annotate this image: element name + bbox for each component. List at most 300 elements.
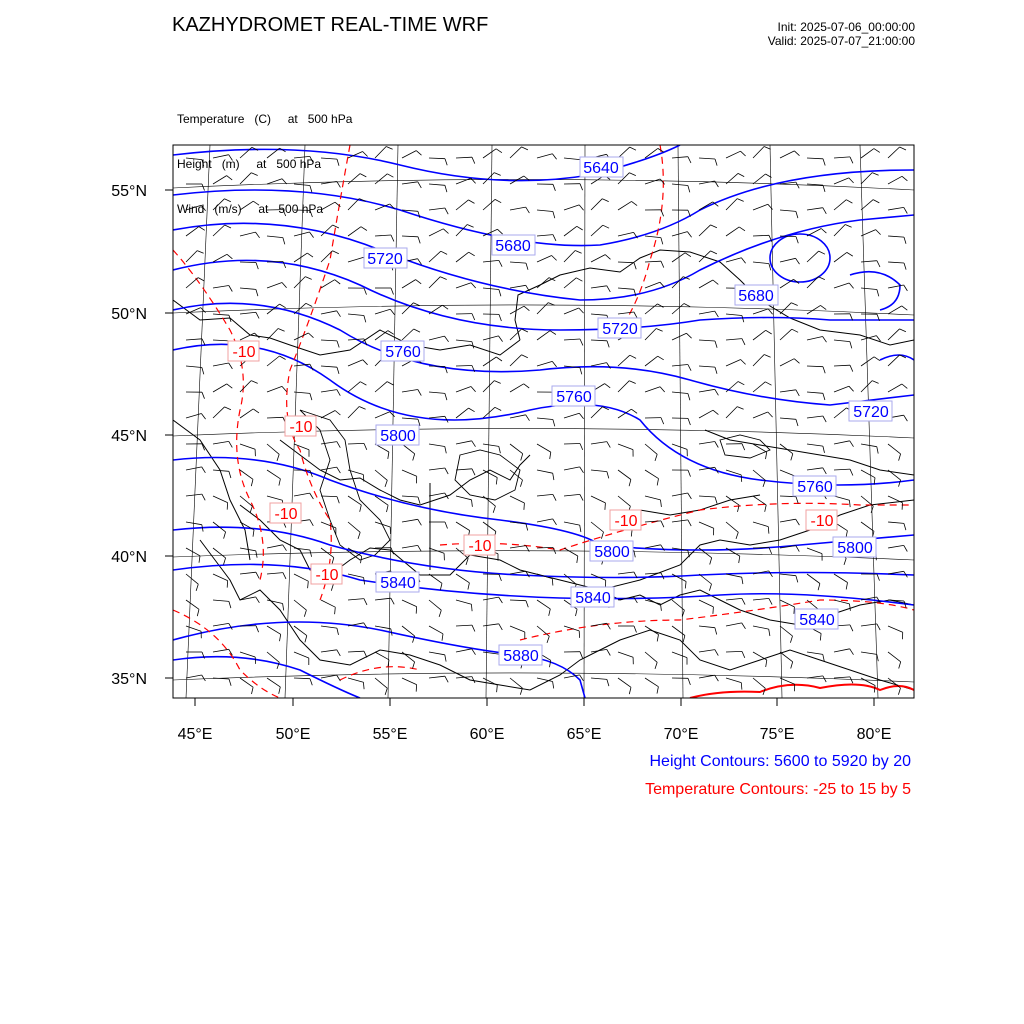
wind-barb-feather (229, 679, 231, 686)
wind-barb (834, 386, 849, 392)
wind-barb (186, 574, 198, 584)
wind-barb (537, 235, 553, 236)
wind-barb-feather (713, 607, 714, 614)
wind-barb-feather (553, 519, 557, 525)
wind-barb (240, 262, 256, 263)
wind-barb-feather (742, 598, 745, 604)
wind-barb-feather (385, 480, 387, 487)
wind-barb (645, 356, 658, 366)
wind-barb (888, 444, 901, 454)
wind-barb-feather (655, 454, 657, 461)
wind-barb-feather (902, 384, 907, 388)
wind-barb-feather (360, 382, 366, 385)
wind-barb (888, 626, 903, 632)
wind-barb-feather (629, 480, 631, 487)
wind-barb-feather (794, 151, 799, 156)
wind-barb-feather (607, 442, 611, 448)
wind-barb (186, 251, 197, 262)
wind-barb-feather (607, 649, 611, 655)
wind-barb-feather (553, 494, 556, 500)
wind-barb-feather (874, 686, 875, 693)
wind-barb (267, 236, 283, 238)
wind-barb-feather (796, 237, 798, 244)
wind-barb-feather (197, 609, 199, 616)
wind-barb (321, 467, 337, 470)
wind-barb-feather (418, 237, 420, 244)
wind-barb (861, 357, 874, 366)
wind-barb (537, 210, 553, 212)
wind-barb-feather (661, 261, 664, 267)
wind-barb-feather (363, 152, 368, 157)
wind-barb-feather (741, 475, 742, 482)
wind-barb (213, 548, 226, 558)
wind-barb-feather (688, 418, 690, 425)
wind-barb-feather (364, 288, 367, 295)
water-bodies (300, 410, 770, 560)
wind-barb (861, 200, 873, 210)
wind-barb (726, 258, 741, 262)
wind-barb (699, 389, 715, 392)
wind-barb (348, 443, 364, 444)
wind-barb-feather (225, 407, 231, 410)
wind-barb (807, 366, 823, 367)
wind-barb (753, 262, 769, 264)
wind-barb-feather (823, 185, 825, 192)
temp-contour-label: -10 (614, 513, 638, 530)
wind-barb-feather (796, 576, 798, 583)
wind-barb-feather (710, 558, 712, 565)
wind-barb (645, 496, 661, 500)
wind-barb (537, 626, 549, 636)
wind-barb-feather (472, 441, 476, 447)
wind-barb-feather (850, 157, 853, 163)
wind-barb (753, 147, 764, 159)
wind-barb (213, 286, 229, 289)
wind-barb (294, 333, 308, 340)
wind-barb (483, 678, 497, 685)
wind-barb-feather (823, 654, 825, 661)
wind-barb (402, 470, 417, 476)
height-contour-label: 5880 (503, 648, 539, 665)
wind-barb (510, 285, 526, 288)
wind-barb (861, 444, 877, 447)
wind-barb-feather (844, 558, 846, 565)
wind-barb (321, 626, 337, 628)
wind-barb (348, 314, 364, 316)
wind-barb-feather (337, 628, 339, 635)
wind-barb-feather (630, 355, 636, 358)
wind-barb-feather (796, 519, 800, 525)
wind-barb-feather (418, 545, 422, 551)
wind-barb-feather (283, 573, 286, 579)
wind-barb (483, 288, 499, 290)
wind-barb (780, 258, 796, 262)
wind-barb-feather (469, 408, 475, 412)
wind-barb-feather (715, 675, 719, 681)
wind-barb-feather (877, 261, 880, 267)
height-contour-label: 5840 (575, 590, 611, 607)
wind-barb-feather (360, 505, 362, 512)
wind-barb-feather (847, 252, 853, 256)
wind-barb (456, 366, 472, 367)
wind-barb-feather (364, 578, 365, 585)
wind-barb-feather (877, 574, 880, 581)
wind-barb-feather (310, 493, 314, 499)
wind-barb-feather (445, 393, 447, 400)
wind-barb (699, 251, 711, 262)
wind-barb (564, 548, 578, 556)
wind-barb-feather (769, 629, 770, 636)
wind-barb-feather (688, 394, 690, 401)
wind-barb-feather (715, 341, 717, 348)
wind-barb (672, 333, 687, 340)
wind-barb-feather (850, 441, 854, 447)
lat-label: 35°N (111, 671, 147, 688)
wind-barb (591, 255, 605, 262)
wind-barb (699, 675, 715, 678)
lat-label: 50°N (111, 306, 147, 323)
wind-barb (348, 199, 359, 210)
wind-barb-feather (688, 493, 692, 499)
wind-barb (834, 178, 849, 184)
wind-barb-feather (224, 199, 230, 202)
wind-barb (510, 355, 522, 366)
wind-barb-feather (496, 478, 497, 485)
wind-barb (645, 387, 660, 392)
wind-barb-feather (256, 572, 259, 578)
wind-barb (699, 202, 713, 210)
wind-barb (834, 574, 848, 583)
wind-barb (861, 652, 877, 654)
wind-barb-feather (657, 479, 658, 486)
wind-barb (834, 340, 850, 342)
wind-barb (186, 366, 202, 368)
wind-barb-feather (904, 545, 908, 551)
wind-barb-feather (413, 662, 415, 669)
wind-barb (510, 384, 524, 392)
wind-barb-feather (524, 503, 525, 510)
wind-barb-feather (442, 305, 448, 309)
wind-barb (186, 278, 198, 288)
wind-barb (645, 521, 661, 522)
wind-barb (429, 251, 441, 262)
wind-barb-feather (256, 312, 259, 318)
wind-barb (429, 305, 442, 314)
wind-barb-feather (496, 357, 502, 361)
wind-barb-feather (687, 333, 692, 338)
wind-barb-feather (256, 263, 258, 270)
wind-barb-feather (742, 316, 744, 323)
wind-barb (240, 652, 255, 657)
wind-barb (645, 626, 659, 635)
wind-barb (888, 176, 902, 184)
wind-barb (861, 381, 872, 392)
wind-barb-feather (739, 556, 740, 563)
wind-barb (510, 147, 522, 158)
wind-barb-feather (253, 409, 259, 413)
wind-barb (564, 494, 580, 496)
wind-barb-feather (229, 441, 233, 447)
wind-barb-feather (791, 454, 793, 461)
wind-barb-feather (580, 368, 582, 375)
wind-barb (510, 444, 523, 454)
wind-barb-feather (849, 178, 854, 183)
wind-barb (267, 545, 283, 548)
wind-barb-feather (823, 446, 825, 453)
wind-barb-feather (683, 636, 685, 643)
wind-barb-feather (201, 205, 205, 211)
wind-barb (618, 288, 634, 289)
wind-barb-feather (741, 360, 746, 365)
wind-barb-feather (418, 497, 420, 504)
wind-barb (483, 624, 499, 626)
wind-barb-feather (605, 503, 606, 510)
wind-barb (888, 329, 900, 340)
wind-barb-feather (337, 367, 339, 374)
wind-barb-feather (521, 454, 523, 461)
valid-time: Valid: 2025-07-07_21:00:00 (767, 34, 915, 48)
height-contour-label: 5800 (380, 428, 416, 445)
wind-barb (591, 678, 607, 679)
wind-barb-feather (904, 263, 906, 270)
wind-barb (321, 340, 337, 341)
wind-barb (753, 204, 768, 210)
wind-barb-feather (850, 469, 853, 475)
wind-barb-feather (418, 519, 422, 525)
wind-barb-feather (526, 263, 528, 270)
wind-barb (807, 158, 823, 159)
wind-barb-feather (902, 176, 907, 181)
wind-barb (510, 546, 526, 548)
wind-barb-feather (229, 471, 231, 478)
wind-barb-feather (796, 546, 800, 552)
wind-barb (645, 573, 661, 574)
wind-barb (672, 520, 688, 522)
lon-label: 65°E (566, 726, 602, 743)
wind-barb (564, 467, 580, 470)
wind-barb-feather (737, 199, 744, 202)
wind-barb-feather (418, 182, 422, 188)
wind-barb (888, 147, 900, 158)
wind-barb-feather (579, 413, 583, 419)
wind-barb (780, 418, 796, 419)
wind-barb-feather (494, 173, 501, 176)
wind-barb-feather (445, 336, 449, 342)
wind-barb-feather (552, 579, 553, 586)
wind-barb (699, 158, 715, 159)
wind-barb (267, 283, 282, 289)
wind-barb-feather (823, 208, 827, 214)
wind-barb (645, 678, 658, 687)
wind-barb-feather (553, 235, 556, 241)
wind-barb (699, 496, 715, 497)
wind-barb (402, 545, 418, 548)
wind-barb-feather (499, 290, 501, 297)
wind-barb-feather (904, 207, 908, 213)
wind-barb-feather (850, 365, 853, 371)
wind-barb-feather (575, 251, 581, 254)
wind-barb-feather (711, 251, 717, 254)
wind-barb (807, 548, 822, 554)
wind-barb-feather (579, 308, 584, 313)
wind-barb-feather (310, 520, 314, 526)
wind-barb-feather (715, 389, 719, 395)
wind-barb-feather (791, 662, 793, 669)
wind-barb-feather (526, 601, 528, 608)
wind-barb-feather (467, 225, 473, 228)
wind-barb (591, 442, 607, 444)
lon-label: 50°E (275, 726, 311, 743)
wind-barb (726, 151, 741, 158)
wind-barb-feather (823, 337, 827, 343)
wind-barb (240, 288, 256, 289)
wind-barb (402, 182, 418, 184)
wind-barb-feather (874, 357, 880, 361)
wind-barb-feather (904, 285, 908, 291)
wind-barb-feather (768, 309, 772, 314)
wind-barb (861, 173, 872, 184)
wind-barb (240, 572, 256, 574)
wind-barb-feather (251, 173, 257, 176)
height-contour-label: 5800 (594, 544, 630, 561)
wind-barb (186, 205, 201, 210)
wind-barb-feather (741, 683, 742, 690)
wind-barb (402, 329, 414, 340)
wind-barb-feather (283, 238, 285, 245)
wind-barb-feather (363, 682, 364, 689)
wind-barb-feather (552, 256, 557, 261)
wind-barb-feather (387, 382, 393, 385)
wind-barb-feather (197, 251, 203, 254)
wind-barb (213, 649, 229, 652)
wind-barb (429, 652, 445, 655)
wind-barb (618, 312, 634, 314)
wind-barb (402, 236, 418, 237)
wind-barb (456, 649, 472, 652)
wind-barb-feather (655, 662, 657, 669)
wind-barb (510, 207, 526, 210)
wind-barb-feather (445, 208, 448, 214)
wind-barb-feather (553, 682, 554, 689)
field-temperature: Temperature (C) at 500 hPa (177, 112, 353, 126)
temp-contour-label: -10 (810, 513, 834, 530)
wind-barb-feather (199, 556, 200, 563)
wind-barb-feather (553, 184, 555, 191)
wind-barb-feather (553, 212, 555, 219)
wind-barb (726, 199, 737, 210)
wind-barb (834, 365, 850, 366)
temp-contour-label: -10 (274, 506, 298, 523)
wind-barb-feather (472, 500, 473, 507)
wind-barb (753, 496, 766, 505)
wind-barb (726, 598, 742, 600)
wind-barb-feather (688, 678, 690, 685)
wind-barb-feather (715, 650, 719, 656)
wind-barb-feather (580, 525, 581, 532)
wind-barb-feather (904, 523, 906, 530)
wind-barb-feather (227, 254, 232, 258)
wind-barb-feather (499, 624, 503, 630)
wind-barb-feather (252, 687, 254, 694)
wind-barb (672, 626, 685, 636)
wind-barb-feather (579, 205, 583, 210)
wind-barb-feather (769, 571, 773, 577)
wind-barb-feather (440, 277, 446, 280)
wind-barb (321, 675, 337, 678)
wind-barb-feather (332, 558, 334, 565)
wind-barb-feather (552, 361, 556, 367)
wind-barb (456, 157, 472, 158)
wind-barb-feather (660, 282, 665, 287)
height-contour-label: 5800 (837, 540, 873, 557)
wind-barb-feather (308, 333, 313, 338)
wind-barb-feather (310, 210, 312, 217)
wind-barb (456, 469, 472, 470)
wind-barb-feather (224, 532, 226, 539)
wind-barb (429, 392, 445, 393)
wind-barb (591, 286, 607, 288)
wind-barb-feather (472, 677, 475, 683)
wind-barb-feather (823, 393, 825, 400)
wind-barb (591, 199, 602, 210)
wind-barb (591, 340, 607, 341)
wind-barb-feather (872, 173, 878, 176)
wind-barb-feather (630, 147, 636, 150)
wind-barb-feather (741, 258, 745, 264)
wind-barb-feather (472, 625, 475, 631)
wind-barb (213, 340, 229, 341)
wind-barb-feather (764, 355, 770, 358)
height-contour-label: 5680 (738, 288, 774, 305)
wind-barb-feather (657, 635, 658, 642)
wind-barb (537, 444, 551, 452)
wind-barb-feather (445, 447, 447, 454)
wind-barb-feather (522, 355, 528, 358)
wind-barb (807, 444, 823, 446)
wind-barb (753, 626, 769, 629)
wind-barb (429, 158, 445, 159)
wind-barb (780, 652, 793, 662)
wind-barb-feather (656, 329, 662, 332)
wind-barb (699, 442, 715, 445)
wind-barb (402, 652, 415, 662)
wind-barb-feather (441, 251, 447, 254)
wind-barb (456, 600, 471, 604)
wind-barb-feather (821, 305, 827, 309)
wind-barb (294, 548, 310, 550)
wind-barb (348, 522, 360, 532)
wind-barb-feather (472, 469, 475, 475)
temp-contour-label: -10 (289, 419, 313, 436)
height-contour-label: 5760 (556, 389, 592, 406)
wind-barb-feather (660, 179, 664, 184)
wind-barb (591, 470, 607, 472)
wind-barb (861, 230, 876, 236)
wind-barb-feather (364, 599, 367, 605)
wind-barb-feather (472, 157, 475, 163)
wind-barb (267, 600, 283, 604)
wind-barb (645, 236, 661, 238)
wind-barb-feather (442, 634, 443, 641)
wind-barb-feather (661, 238, 663, 245)
wind-barb (834, 283, 849, 288)
wind-barb-feather (202, 184, 205, 191)
wind-barb (888, 285, 904, 288)
wind-barb (888, 306, 902, 314)
wind-barb (186, 600, 199, 609)
wind-barb-feather (283, 604, 284, 611)
wind-barb-feather (256, 232, 260, 238)
